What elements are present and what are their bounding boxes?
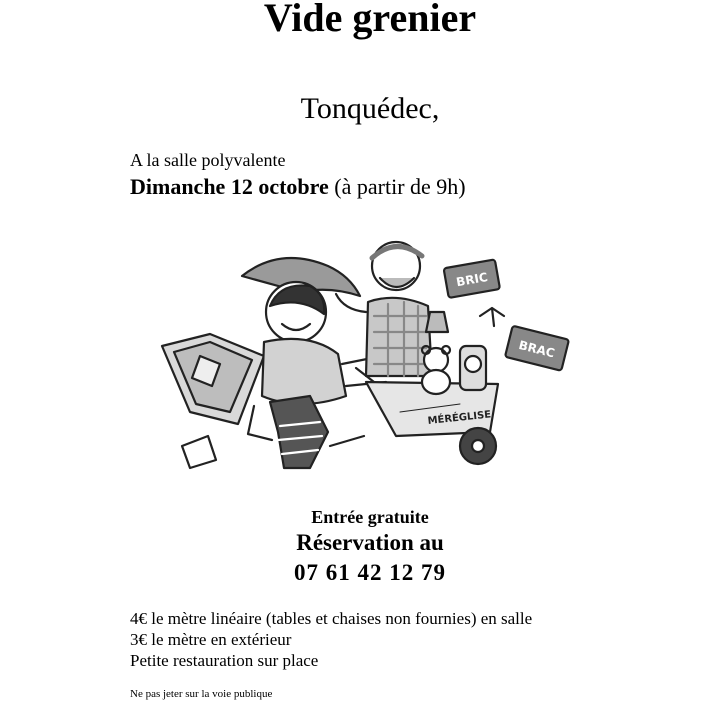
event-date-time: (à partir de 9h)	[328, 174, 466, 199]
reservation-heading: Réservation au	[296, 530, 444, 555]
phone-number: 07 61 42 12 79	[294, 560, 446, 585]
old-man-drawing	[336, 242, 432, 376]
flea-market-illustration	[160, 236, 580, 476]
venue-text: A la salle polyvalente	[130, 150, 286, 170]
event-date	[130, 174, 466, 200]
town-name: Tonquédec,	[300, 92, 440, 125]
poster-title: Vide grenier	[263, 0, 477, 40]
catering-line: Petite restauration sur place	[130, 651, 319, 670]
paper-drawing	[182, 436, 216, 468]
price-line-outdoor: 3€ le mètre en extérieur	[130, 630, 292, 649]
glasses-drawing	[480, 308, 504, 326]
brac-sign-label: BRAC	[517, 338, 557, 361]
clock-drawing	[460, 346, 486, 390]
price-line-indoor: 4€ le mètre linéaire (tables et chaises non fournies) en salle	[130, 609, 533, 628]
entry-free: Entrée gratuite	[311, 507, 429, 527]
wheelbarrow-label: MÉRÉGLISE	[427, 409, 492, 427]
event-date-day: Dimanche 12 octobre	[130, 174, 329, 199]
cabinet-drawing	[162, 334, 264, 424]
lamp-drawing	[426, 312, 448, 332]
footnote: Ne pas jeter sur la voie publique	[130, 688, 273, 700]
bric-sign-label: BRIC	[455, 270, 489, 290]
